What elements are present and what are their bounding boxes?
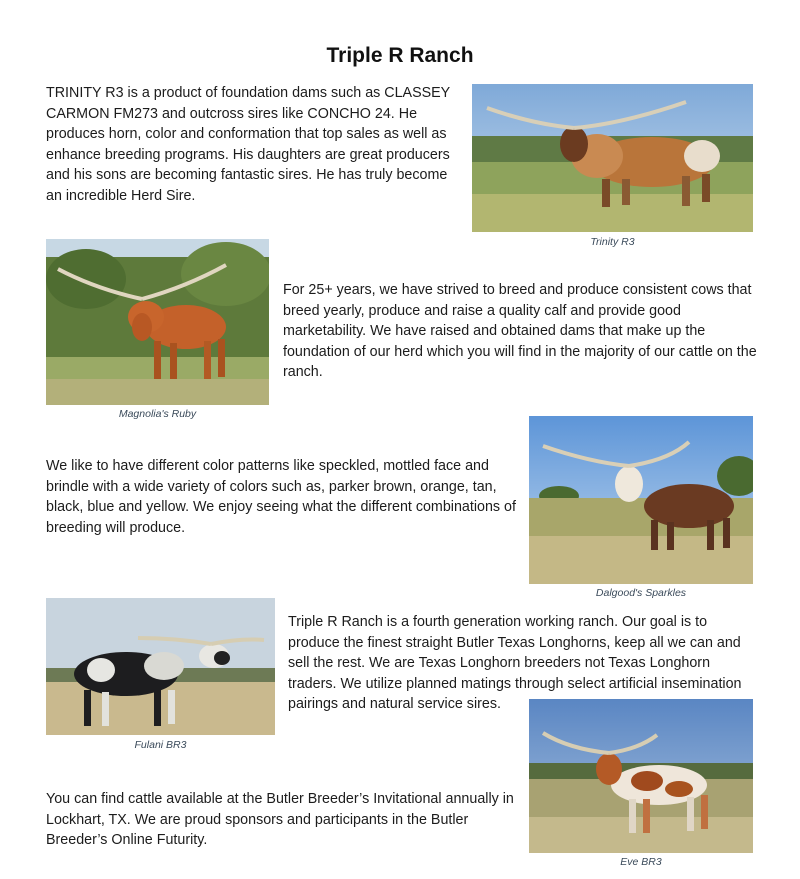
paragraph-trinity: TRINITY R3 is a product of foundation dams such as CLASSEY CARMON FM273 and outcross sires like CONCHO 24. He produces horn, color and conformation that top sales as well as enhance breeding programs. His daughters are great producers and his sons are becoming fantastic sires. He has truly become an incredible Herd Sire. [46,85,450,204]
page-title: Triple R Ranch [326,44,474,67]
photo-trinity-r3 [472,84,753,232]
paragraph-working-ranch: Triple R Ranch is a fourth generation working ranch. Our goal is to produce the finest straight Butler Texas Longhorns, keep all we can and sell the rest. We are Texas Longhorn breeders not Texas Longhorn traders. We utilize planned matings through select artificial insemination pairings and natural service sires. [288,614,742,712]
photo-fulani-br3 [46,598,275,735]
caption-trinity-r3: Trinity R3 [590,236,635,248]
photo-eve-br3 [529,699,753,853]
caption-eve-br3: Eve BR3 [620,856,662,868]
caption-magnolias-ruby: Magnolia's Ruby [118,408,197,420]
paragraph-breeding-history: For 25+ years, we have strived to breed and produce consistent cows that breed yearly, produce and raise a quality calf and provide good marketability. We have raised and obtained dams that make up the foundation of our herd which you will find in the majority of our cattle on the ranch. [283,282,757,380]
photo-dalgoods-sparkles [529,416,753,584]
paragraph-butler-breeders: You can find cattle available at the Butler Breeder’s Invitational annually in Lockhart, TX. We are proud sponsors and participants in the Butler Breeder’s Online Futurity. [46,791,514,848]
caption-fulani-br3: Fulani BR3 [134,739,187,751]
caption-dalgoods-sparkles: Dalgood's Sparkles [595,587,687,599]
photo-magnolias-ruby [46,239,269,405]
paragraph-color-patterns: We like to have different color patterns like speckled, mottled face and brindle with a wide variety of colors such as, parker brown, orange, tan, black, blue and yellow. We enjoy seeing what the different combinations of breeding will produce. [46,458,516,536]
